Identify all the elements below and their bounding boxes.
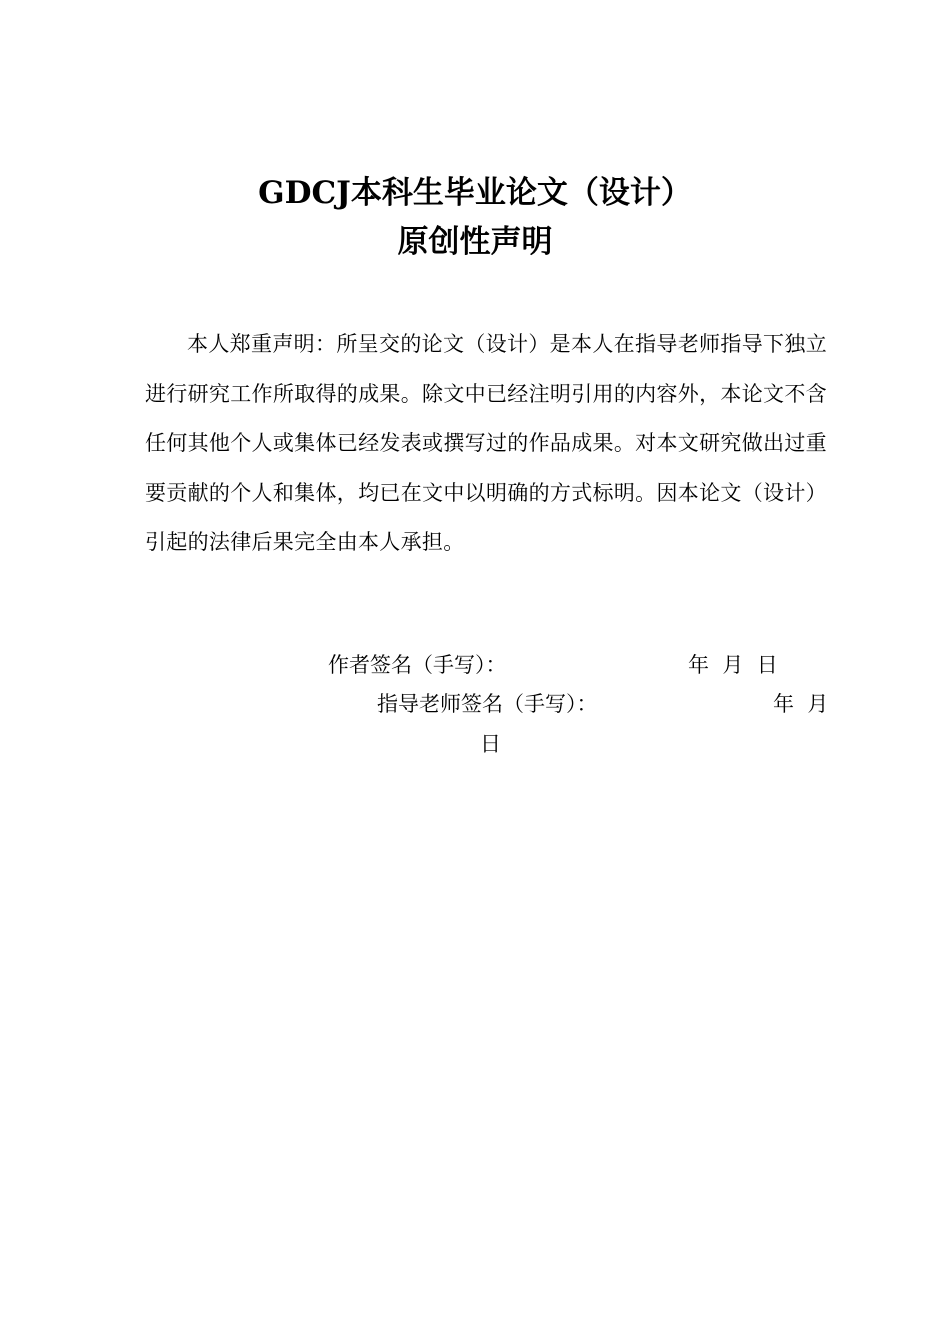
advisor-signature-label: 指导老师签名（手写）：	[377, 692, 598, 716]
author-signature-date: 年 月 日	[688, 653, 778, 677]
author-signature-label: 作者签名（手写）：	[328, 653, 507, 677]
advisor-signature-date-day: 日	[480, 732, 501, 756]
document-title: GDCJ本科生毕业论文（设计）	[258, 175, 692, 211]
declaration-paragraph: 本人郑重声明：所呈交的论文（设计）是本人在指导老师指导下独立进行研究工作所取得的成果。除文中已经注明引用的内容外，本论文不含任何其他个人或集体已经发表或撰写过的作品成果。对本文研究做出过重要贡献的个人和集体，均已在文中以明确的方式标明。因本论文（设计）引起的法律后果完全由本人承担。	[145, 332, 827, 554]
advisor-signature-date-year-month: 年 月	[773, 692, 829, 716]
document-subtitle: 原创性声明	[397, 224, 553, 260]
